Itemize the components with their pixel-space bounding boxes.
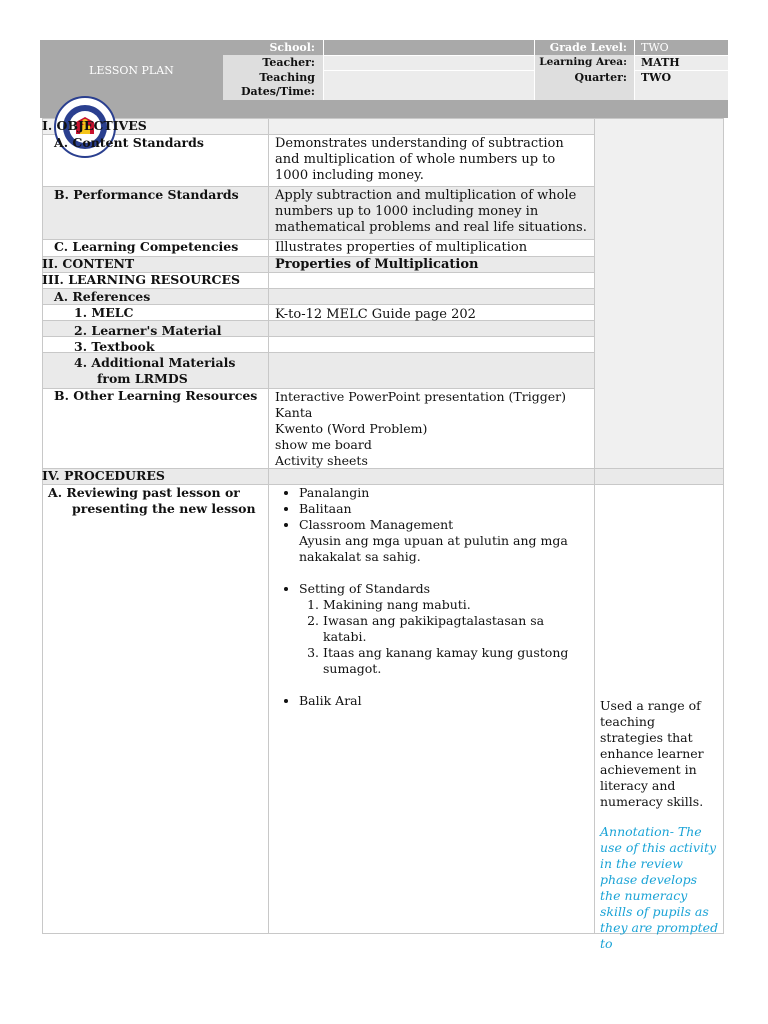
- list-item: Interactive PowerPoint presentation (Trigger): [275, 389, 566, 404]
- lesson-plan-title: LESSON PLAN: [89, 64, 174, 77]
- references-label: A. References: [54, 289, 151, 304]
- school-label: School:: [269, 41, 315, 54]
- list-item: Activity sheets: [275, 453, 368, 468]
- list-item: 2. Iwasan ang pakikipagtalastasan sa katabi.: [323, 613, 591, 645]
- classroom-note: Ayusin ang mga upuan at pulutin ang mga nakakalat sa sahig.: [299, 533, 568, 564]
- dates-field: [324, 71, 534, 100]
- quarter-label: Quarter:: [574, 71, 627, 84]
- melc-label: 1. MELC: [74, 305, 134, 320]
- list-item: Kanta: [275, 405, 313, 420]
- standards-label: • Setting of Standards: [299, 581, 591, 597]
- other-resources-label: B. Other Learning Resources: [54, 388, 258, 403]
- learners-material-label: 2. Learner's Material: [74, 323, 222, 338]
- header-divider-band: [40, 100, 728, 118]
- content-standards-label: A. Content Standards: [54, 135, 204, 150]
- additional-materials-label: 4. Additional Materials: [74, 355, 236, 370]
- content-standards-text: Demonstrates understanding of subtraction and multiplication of whole numbers up to 1000 including money.: [275, 136, 564, 183]
- other-resources-list: [275, 389, 591, 469]
- content-topic: Properties of Multiplication: [275, 257, 479, 272]
- grade-level-label: Grade Level:: [549, 41, 627, 54]
- list-item: • Balitaan: [299, 501, 591, 517]
- objectives-heading: I. OBJECTIVES: [42, 118, 147, 133]
- performance-standards-text: Apply subtraction and multiplication of whole numbers up to 1000 including money in mathematical problems and real life situations.: [275, 188, 587, 235]
- grade-level-value: TWO: [641, 41, 669, 54]
- procedure-activities: [275, 485, 591, 709]
- list-item: show me board: [275, 437, 372, 452]
- list-item: • Balik Aral: [299, 693, 591, 709]
- dates-label: Teaching Dates/Time:: [240, 71, 315, 98]
- reviewing-lesson-label: A. Reviewing past lesson or presenting the new lesson: [48, 485, 256, 516]
- performance-standards-label: B. Performance Standards: [54, 187, 239, 202]
- lesson-plan-header: [40, 40, 728, 100]
- learning-area-label: Learning Area:: [539, 56, 627, 68]
- lesson-table: [42, 118, 724, 951]
- learning-competencies-text: Illustrates properties of multiplication: [275, 240, 528, 255]
- teaching-strategy-note: Used a range of teaching strategies that enhance learner achievement in literacy and numeracy skills.: [600, 698, 704, 809]
- additional-materials-label-2: from LRMDS: [97, 371, 188, 386]
- learning-area-value: MATH: [641, 56, 680, 69]
- list-item: Kwento (Word Problem): [275, 421, 428, 436]
- learning-resources-heading: III. LEARNING RESOURCES: [42, 272, 240, 287]
- list-item: • Classroom Management: [299, 517, 591, 533]
- list-item: 3. Itaas ang kanang kamay kung gustong sumagot.: [323, 645, 591, 677]
- teacher-label: Teacher:: [262, 56, 315, 69]
- learning-competencies-label: C. Learning Competencies: [54, 239, 239, 254]
- list-item: • Panalangin: [299, 485, 591, 501]
- textbook-label: 3. Textbook: [74, 339, 155, 354]
- annotation-note: Annotation- The use of this activity in the review phase develops the numeracy skills of pupils as they are prompted to: [600, 824, 719, 951]
- procedures-heading: IV. PROCEDURES: [42, 468, 165, 483]
- teacher-field: [324, 56, 534, 70]
- list-item: 1. Makining nang mabuti.: [323, 597, 591, 613]
- melc-text: K-to-12 MELC Guide page 202: [275, 307, 476, 322]
- quarter-value: TWO: [641, 71, 672, 84]
- school-field: [324, 40, 534, 55]
- content-heading: II. CONTENT: [42, 256, 135, 271]
